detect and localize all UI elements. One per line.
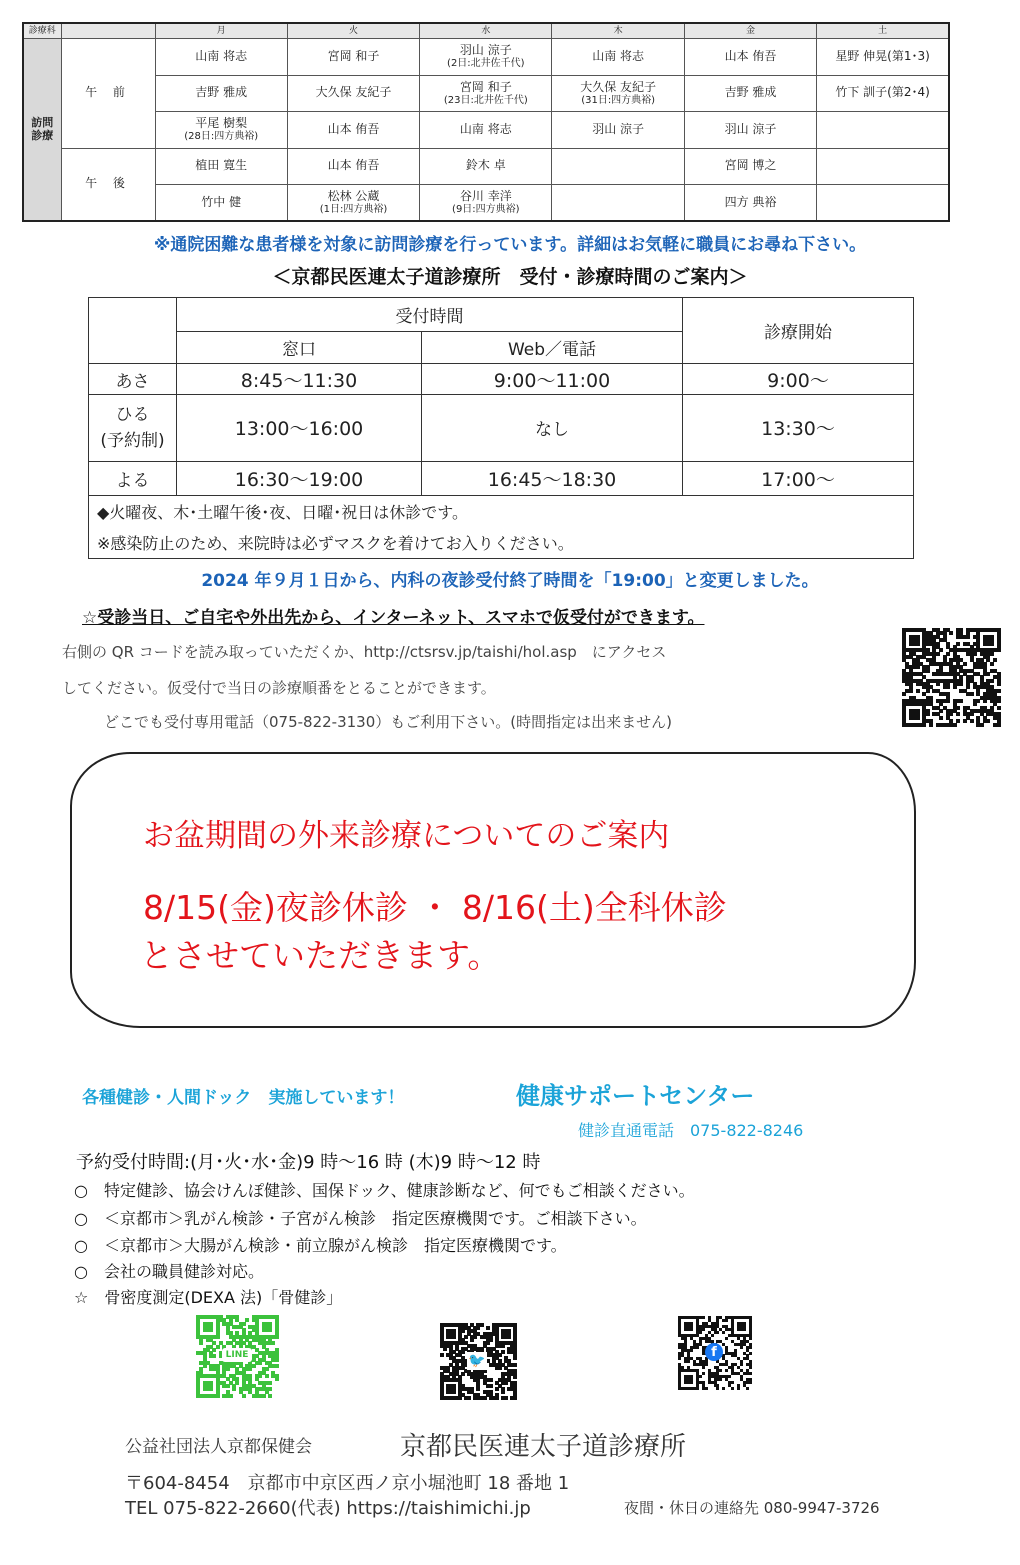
substitute-note: (28日:四方典裕) [184,130,259,142]
doctor-name: 平尾 樹梨 [195,116,248,131]
doctor-name: 吉野 雅成 [724,85,777,100]
clinic-name: 京都民医連太子道診療所 [400,1432,687,1462]
substitute-note: (23日:北井佐千代) [443,94,528,106]
substitute-note: (2日:北井佐千代) [447,58,525,70]
substitute-note: (31日:四方典裕) [581,94,656,106]
substitute-note: (1日:四方典裕) [319,203,388,215]
doctor-cell [420,185,552,222]
reservation-hours: 予約受付時間:(月･火･水･金)9 時～16 時 (木)9 時～12 時 [76,1152,541,1173]
doctor-cell [552,112,684,148]
doctor-name: 羽山 涼子 [724,121,777,136]
obon-title: お盆期間の外来診療についてのご案内 [143,818,670,854]
service-item: ☆ 骨密度測定(DEXA 法)「骨健診」 [74,1288,343,1307]
doctor-cell [552,75,684,111]
clinic-address: 〒604-8454 京都市中京区西ノ京小堀池町 18 番地 1 [125,1473,570,1494]
start-time: 13:30～ [683,394,914,461]
doctor-cell [817,148,949,184]
doctor-cell [817,185,949,222]
night-change-notice: 2024 年９月１日から、内科の夜診受付終了時間を「19:00」と変更しました。 [201,571,819,591]
doctor-name: 宮岡 博之 [724,158,777,173]
start-header: 診療開始 [683,298,914,364]
doctor-name: 竹下 訓子(第2･4) [835,85,930,100]
doctor-cell [684,148,816,184]
doctor-name: 山南 将志 [592,49,645,64]
counter-time: 8:45～11:30 [177,364,422,395]
hours-row-morning [89,364,914,395]
reception-header: 受付時間 [177,298,683,332]
counter-header: 窓口 [177,331,422,364]
doctor-name: 山本 侑吾 [724,49,777,64]
night-contact: 夜間・休日の連絡先 080-9947-3726 [624,1499,880,1517]
web-header: Web／電話 [422,331,683,364]
doctor-name: 竹中 健 [201,194,242,209]
doctor-name: 吉野 雅成 [195,85,248,100]
closed-note: ◆火曜夜、木･土曜午後･夜、日曜･祝日は休診です。 [89,495,914,528]
clinic-tel-url: TEL 075-822-2660(代表) https://taishimichi.jp [125,1498,531,1519]
doctor-name: 山本 侑吾 [327,158,380,173]
schedule-header-cell: 月 [155,23,287,39]
facebook-icon: f [705,1343,723,1361]
doctor-name: 四方 典裕 [724,194,777,209]
period-cell: 午 後 [61,148,155,221]
doctor-cell [420,148,552,184]
service-item: ○ ＜京都市＞大腸がん検診・前立腺がん検診 指定医療機関です。 [74,1236,567,1255]
doctor-cell [420,112,552,148]
doctor-cell [552,185,684,222]
doctor-cell [817,112,949,148]
doctor-cell [817,39,949,75]
doctor-name: 山本 侑吾 [327,121,380,136]
doctor-name: 鈴木 卓 [465,158,506,173]
schedule-header-cell: 火 [287,23,419,39]
service-item: ○ 特定健診、協会けんぽ健診、国保ドック、健康診断など、何でもご相談ください。 [74,1181,695,1200]
row-label: ひる (予約制) [89,394,177,461]
schedule-header-cell: 水 [420,23,552,39]
doctor-cell [155,148,287,184]
doctor-cell [287,185,419,222]
schedule-row [23,39,949,75]
web-time: 9:00～11:00 [422,364,683,395]
reception-qr-code[interactable] [902,628,1000,726]
doctor-cell [287,39,419,75]
schedule-row [23,75,949,111]
organization-name: 公益社団法人京都保健会 [125,1437,312,1457]
qr-instructions-1: 右側の QR コードを読み取っていただくか、http://ctsrsv.jp/taishi/hol.asp にアクセス [62,643,667,661]
schedule-header-row [23,23,949,39]
doctor-name: 宮岡 和子 [459,79,512,94]
department-cell: 訪問 診療 [23,39,61,221]
substitute-note: (9日:四方典裕) [452,203,520,215]
doctor-name: 谷川 幸洋 [459,188,512,203]
service-item: ○ 会社の職員健診対応。 [74,1262,264,1281]
obon-closure-suffix: とさせていただきます。 [140,936,501,975]
web-time: なし [422,394,683,461]
doctor-name: 大久保 友紀子 [315,85,392,100]
doctor-name: 山南 将志 [195,49,248,64]
doctor-cell [552,39,684,75]
doctor-cell [287,148,419,184]
hours-title: ＜京都民医連太子道診療所 受付・診療時間のご案内＞ [272,266,748,288]
row-label: あさ [89,364,177,395]
doctor-cell [684,185,816,222]
doctor-cell [287,112,419,148]
schedule-header-cell: 木 [552,23,684,39]
start-time: 17:00～ [683,462,914,496]
doctor-cell [420,39,552,75]
hours-corner [89,298,177,364]
doctor-cell [420,75,552,111]
doctor-cell [684,112,816,148]
start-time: 9:00～ [683,364,914,395]
doctor-cell [155,39,287,75]
line-logo-icon: LINE [222,1348,252,1362]
doctor-name: 山南 将志 [459,121,512,136]
doctor-name: 羽山 涼子 [592,121,645,136]
doctor-cell [155,112,287,148]
bird-icon: 🐦 [468,1353,486,1369]
schedule-row [23,185,949,222]
health-center-name: 健康サポートセンター [516,1082,755,1110]
counter-time: 16:30～19:00 [177,462,422,496]
doctor-cell [684,75,816,111]
checkup-phone: 健診直通電話 075-822-8246 [578,1121,804,1140]
hours-row-evening [89,462,914,496]
web-time: 16:45～18:30 [422,462,683,496]
hours-table [88,297,914,559]
mask-note: ※感染防止のため、来院時は必ずマスクを着けてお入りください。 [89,528,914,559]
doctor-cell [155,75,287,111]
schedule-row [23,148,949,184]
doctor-cell [684,39,816,75]
doctor-name: 宮岡 和子 [327,49,380,64]
checkup-heading: 各種健診・人間ドック 実施しています！ [82,1088,405,1108]
schedule-header-cell: 金 [684,23,816,39]
doctor-cell [287,75,419,111]
schedule-row [23,112,949,148]
obon-closure-dates: 8/15(金)夜診休診 ・ 8/16(土)全科休診 [143,888,727,927]
hours-row-noon [89,394,914,461]
doctor-cell [552,148,684,184]
counter-time: 13:00～16:00 [177,394,422,461]
schedule-header-cell [61,23,155,39]
qr-instructions-2: してください。仮受付で当日の診療順番をとることができます。 [62,679,496,697]
period-cell: 午 前 [61,39,155,148]
service-item: ○ ＜京都市＞乳がん検診・子宮がん検診 指定医療機関です。ご相談下さい。 [74,1209,647,1228]
visit-notice: ※通院困難な患者様を対象に訪問診療を行っています。詳細はお気軽に職員にお尋ね下さい。 [153,235,867,255]
doctor-name: 松林 公蔵 [327,188,380,203]
reception-phone-note: どこでも受付専用電話（075-822-3130）もご利用下さい。(時間指定は出来ません) [104,713,672,731]
doctor-name: 植田 寛生 [195,158,248,173]
doctor-name: 星野 伸晃(第1･3) [835,49,930,64]
doctor-cell [155,185,287,222]
doctor-name: 羽山 涼子 [459,43,512,58]
visit-schedule-table [22,22,950,222]
doctor-name: 大久保 友紀子 [580,79,657,94]
web-reception-notice: ☆受診当日、ご自宅や外出先から、インターネット、スマホで仮受付ができます。 [82,608,705,628]
doctor-cell [817,75,949,111]
schedule-header-cell: 診療科 [23,23,61,39]
row-label: よる [89,462,177,496]
schedule-header-cell: 土 [817,23,949,39]
